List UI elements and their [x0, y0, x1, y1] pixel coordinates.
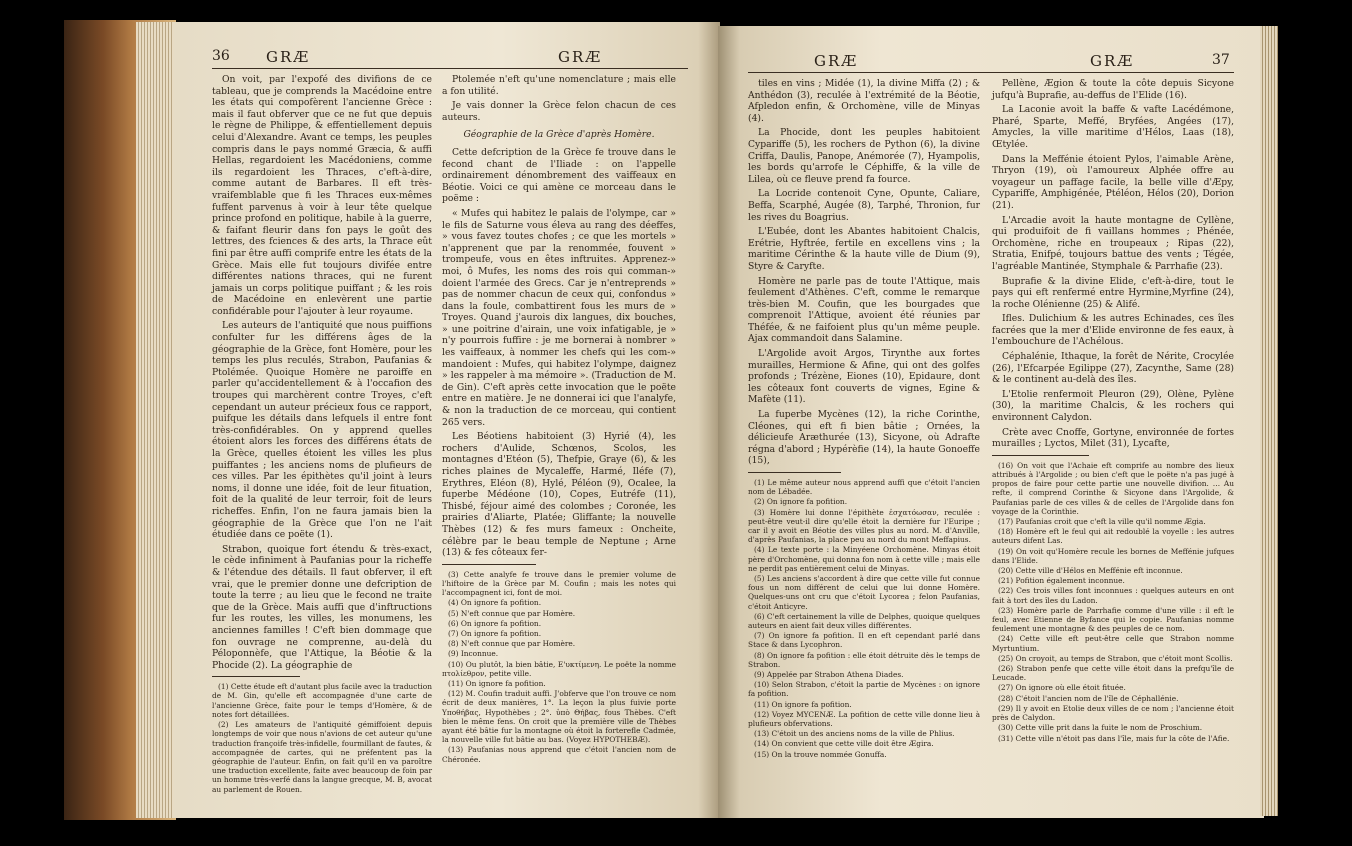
footnote: (15) On la trouve nommée Gonuffa. [754, 749, 887, 759]
paragraph: L'Arcadie avoit la haute montagne de Cyllène, qui produifoit de fi vaillans hommes ; Phénée, Orchomène, riche en troupeaux ; Ripas (22), Stratia, Enifpé, toujours battue des vents ; Tégée, l'agréable Mantinée, Stymphale & Parrhafie (23). [992, 214, 1234, 272]
footnote: (25) On croyoit, au temps de Strabon, que c'étoit mont Scollis. [998, 653, 1233, 663]
quotation: « Mufes qui habitez le palais de l'olympe, car » le fils de Saturne vous éleva au rang des déeffes, » vous favez toutes chofes ; ce que les mortels » n'apprenent que par la renommée, fouvent » trompeufe, vous en êtes inftruites. Apprenez-» moi, ô Mufes, les noms des rois qui comman-» doient l'armée des Grecs. Car je n'entreprends » pas de nommer chacun de ceux qui, confondus » dans la foule, combattirent fous les murs de » Troyes. Quand j'aurois dix langues, dix bouches, » une poitrine d'airain, une voix infatigable, je » n'y pourrois fuffire : je me bornerai à nombrer » les vaiffeaux, à nommer les chefs qui les com-» mandoient : Mufes, qui habitez l'olympe, daignez » les rappeler à ma mémoire ». (Traduction de M. de Gin). C'eft après cette invocation que le poëte entre en matière. Je ne donnerai ici que l'analyfe, & non la traduction de ce morceau, qui contient 265 vers. [442, 207, 676, 428]
footnote: (3) Homère lui donne l'épithète ἐσχατόωσαν, reculée : peut-être veut-il dire qu'elle étoit la dernière fur l'Euripe ; car il y avoit en Béotie des villes plus au nord. M. d'Anville, d'après Paufanias, la place peu au nord du mont Meffapius. [748, 507, 980, 545]
footnote: (21) Pofition également inconnue. [998, 576, 1125, 586]
footnote: (17) Paufanias croit que c'eft la ville qu'il nomme Ægia. [998, 517, 1206, 527]
footnotes [748, 478, 980, 759]
right-page [718, 26, 1264, 818]
paragraph: tiles en vins ; Midée (1), la divine Miffa (2) ; & Anthédon (3), reculée à l'extrémité de la Béotie, Afpledon enfin, & Orchomène, ville de Minyas (4). [748, 78, 980, 124]
paragraph: L'Argolide avoit Argos, Tirynthe aux fortes murailles, Hermione & Afine, qui ont des golfes profonds ; Trézène, Eiones (10), Epidaure, dont les côteaux font couverts de vignes, Egine & Mafète (11). [748, 348, 980, 406]
paragraph: La Phocide, dont les peuples habitoient Cypariffe (5), les rochers de Python (6), la divine Criffa, Daulis, Panope, Anémorée (7), Hyampolis, les bords qu'arrofe le Céphiffe, & la ville de Lilea, où ce fleuve prend fa fource. [748, 127, 980, 185]
paragraph: On voit, par l'expofé des divifions de ce tableau, que je comprends la Macédoine entre les états qui compofèrent l'ancienne Grèce : mais il faut obferver que ce ne fut que depuis le règne de Philippe, & effentiellement depuis celui d'Alexandre. Avant ce temps, les peuples compris dans le pays nommé Græcia, & auffi Hellas, regardoient les Macédoniens, comme ils regardoient les Thraces, c'eft-à-dire, comme autant de Barbares. Il eft très-vraifemblable que fi les Thraces eux-mêmes fuffent parvenus à voir à leur tête quelque prince profond en politique, habile à la guerre, & faifant fleurir dans fon pays le goût des lettres, des fciences & des arts, la Thrace eût fini par être auffi comprife entre les états de la Grèce. Mais elle fut toujours divifée entre différentes nations thraces, qui ne furent jamais un corps politique puiffant ; & les rois de Macédoine en enlevèrent une partie confidérable pour l'ajouter à leur royaume. [212, 74, 432, 317]
footnote: (29) Il y avoit en Etolie deux villes de ce nom ; l'ancienne étoit près de Calydon. [992, 703, 1234, 723]
footnote: (28) C'étoit l'ancien nom de l'île de Céphallénie. [998, 693, 1179, 703]
footnote: (7) On ignore fa pofition. [448, 628, 542, 638]
paragraph: L'Eubée, dont les Abantes habitoient Chalcis, Erétrie, Hyftrée, fertile en excellens vins ; la maritime Cérinthe & la haute ville de Dium (9), Styre & Caryfte. [748, 226, 980, 272]
footnote: (6) C'eft certainement la ville de Delphes, quoique quelques auteurs en aient fait deux villes différentes. [748, 611, 980, 631]
footnote: (27) On ignore où elle étoit fituée. [998, 683, 1126, 693]
footnote: (7) On ignore fa pofition. Il en eft cependant parlé dans Stace & dans Lycophron. [748, 631, 980, 650]
footnote-rule [748, 472, 841, 473]
footnote: (11) On ignore fa pofition. [754, 699, 852, 709]
footnote: (5) Les anciens s'accordent à dire que cette ville fut connue fous un nom différent de celui que lui donne Homère. Quelques-uns ont cru que c'étoit Lycorea ; felon Paufanias, c'étoit Anticyre. [748, 574, 980, 611]
footnotes [442, 570, 676, 764]
running-head: GRÆ [1090, 52, 1135, 70]
header-rule [212, 68, 688, 69]
footnote: (11) On ignore fa pofition. [448, 678, 546, 688]
footnote: (8) N'eft connue que par Homère. [448, 639, 576, 649]
footnote: (16) On voit que l'Achaie eft comprife au nombre des lieux attribués à l'Argolide ; ou bien c'eft que le poëte n'a pas jugé à propos de faire pour cette partie une nouvelle divifion. … Au refte, il comprend Corinthe & Sicyone dans l'Argolide, & Paufanias parle de ces villes & de celles de l'Argolide dans fon voyage de la Corinthie. [992, 460, 1234, 516]
paragraph: Ptolemée n'eft qu'une nomenclature ; mais elle a fon utilité. [442, 74, 676, 97]
footnote: (2) On ignore fa pofition. [754, 497, 848, 507]
footnote: (2) Les amateurs de l'antiquité gémiffoient depuis longtemps de voir que nous n'avions de cet auteur qu'une traduction françoife très-infidelle, fourmillant de fautes, & accompagnée de cartes, qui ne préfentent pas la géographie de l'auteur. Enfin, on fait qu'il en va paroître une traduction excellente, faite avec beaucoup de foin par un homme très-verfé dans la langue grecque, M. B, avocat au parlement de Rouen. [212, 720, 432, 794]
paragraph: Crète avec Cnoffe, Gortyne, environnée de fortes murailles ; Lyctos, Milet (31), Lycafte, [992, 426, 1234, 450]
footnote-rule [992, 455, 1089, 456]
running-head: GRÆ [558, 48, 603, 66]
section-subtitle: Géographie de la Grèce d'après Homère. [463, 129, 655, 141]
footnote: (4) Le texte porte : la Minyéene Orchomène. Minyas étoit père d'Orchomène, qui donna fon nom à cette ville ; mais elle ne perdit pas entièrement celui de Minyas. [748, 545, 980, 573]
paragraph: Cette defcription de la Grèce fe trouve dans le fecond chant de l'Iliade : on l'appelle ordinairement dénombrement des vaiffeaux en Béotie. Voici ce qui amène ce morceau dans le poëme : [442, 146, 676, 205]
paragraph: Strabon, quoique fort étendu & très-exact, le cède infiniment à Paufanias pour la richeffe & l'étendue des détails. Il faut obferver, il eft vrai, que le premier donne une defcription de toute la terre ; au lieu que le fecond ne traite que de la Grèce. Mais auffi que d'inftructions fur les routes, les villes, les monumens, les anciennes familles ! C'eft bien dommage que fon ouvrage ne comprenne, au-delà du Péloponnèfe, que l'Attique, la Béotie & la Phocide (2). La géographie de [212, 543, 432, 671]
footnote: (12) Voyez MYCENÆ. La pofition de cette ville donne lieu à plufieurs obfervations. [748, 709, 980, 729]
paragraph: Dans la Meffénie étoient Pylos, l'aimable Arène, Thryon (19), où l'amoureux Alphée offre au voyageur un paffage facile, la belle ville d'Æpy, Cypariffe, Amphigénée, Ptéléon, Hélos (20), Dorion (21). [992, 153, 1234, 211]
footnote: (26) Strabon penfe que cette ville étoit dans la prefqu'île de Leucade. [992, 664, 1234, 683]
paragraph: La Laconie avoit la baffe & vafte Lacédémone, Pharé, Sparte, Meffé, Bryfées, Angées (17), Amycles, la ville maritime d'Hélos, Laas (18), Œtylée. [992, 104, 1234, 150]
footnotes [212, 682, 432, 793]
footnote: (12) M. Coufin traduit auffi. J'obferve que l'on trouve ce nom écrit de deux manières, 1°. La leçon la plus fuivie porte Υποθήβας, Hypothèbes ; 2°. ὑπὸ Θήβας, fous Thèbes. C'eft bien le même fens. On croit que la première ville de Thèbes ayant été bâtie fur la montagne où étoit la forterefle Cadmée, la nouvelle ville fut bâtie au bas. (Voyez HYPOTHEBÆ). [442, 689, 676, 745]
footnote: (8) On ignore fa pofition : elle étoit détruite dès le temps de Strabon. [748, 650, 980, 669]
paragraph: Pellène, Ægion & toute la côte depuis Sicyone jufqu'à Buprafie, au-deffus de l'Elide (16). [992, 78, 1234, 101]
footnote: (19) On voit qu'Homère recule les bornes de Meffénie jufques dans l'Elide. [992, 546, 1234, 565]
page-edges-right [1260, 26, 1278, 816]
running-head: GRÆ [814, 52, 859, 70]
footnote: (23) Homère parle de Parrhafie comme d'une ville : il eft le feul, avec Etienne de Byfance qui le copie. Paufanias nomme feulement une montagne & des peuples de ce nom. [992, 605, 1234, 634]
footnote: (13) C'étoit un des anciens noms de la ville de Phlius. [754, 729, 955, 739]
paragraph: La Locride contenoit Cyne, Opunte, Caliare, Beffa, Scarphé, Augée (8), Tarphé, Thronion, fur les rives du Boagrius. [748, 188, 980, 223]
paragraph: L'Etolie renfermoit Pleuron (29), Olène, Pylène (30), la maritime Chalcis, & les rochers qui environnent Calydon. [992, 388, 1234, 424]
paragraph: Céphalénie, Ithaque, la forêt de Nérite, Crocylée (26), l'Efcarpée Egilippe (27), Zacynthe, Same (28) & le continent au-delà des îles. [992, 351, 1234, 386]
paragraph: Je vais donner la Grèce felon chacun de ces auteurs. [442, 100, 676, 123]
footnote: (24) Cette ville eft peut-être celle que Strabon nomme Myrtuntium. [992, 634, 1234, 653]
footnote: (1) Cette étude eft d'autant plus facile avec la traduction de M. Gin, qu'elle eft accompagnée d'une carte de l'ancienne Grèce, faite pour le temps d'Homère, & de notes fort détaillées. [212, 682, 432, 719]
footnote: (5) N'eft connue que par Homère. [448, 608, 576, 618]
paragraph: La fuperbe Mycènes (12), la riche Corinthe, Cléones, qui eft fi bien bâtie ; Ornées, la délicieufe Aræthurée (13), Sicyone, où Adrafte régna d'abord ; Hypérèfie (14), la haute Gonoeffe (15), [748, 409, 980, 467]
footnote: (13) Paufanias nous apprend que c'étoit l'ancien nom de Chéronée. [442, 745, 676, 764]
page-number: 36 [212, 48, 230, 64]
footnote: (10) Selon Strabon, c'étoit la partie de Mycènes : on ignore fa pofition. [748, 680, 980, 699]
footnote: (30) Cette ville prit dans la fuite le nom de Proschium. [998, 723, 1203, 733]
footnote: (14) On convient que cette ville doit être Ægira. [754, 739, 934, 749]
footnote: (1) Le même auteur nous apprend auffi que c'étoit l'ancien nom de Lébadée. [748, 478, 980, 497]
paragraph: Les Béotiens habitoient (3) Hyrié (4), les rochers d'Aulide, Schœnos, Scolos, les montagnes d'Etéon (5), Thefpie, Graye (6), & les riches plaines de Mycaleffe, Harmé, Iléfe (7), Erythres, Eléon (8), Hylé, Péléon (9), Ocalee, la fuperbe Médéone (10), Copes, Eutréfe (11), Thisbé, féjour aimé des colombes ; Coronée, les prairies d'Aliarte, Platée; Gliffante; la nouvelle Thèbes (12) & fes murs fameux : Oncheite, célèbre par le beau temple de Neptune ; Arne (13) & fes côteaux fer- [442, 431, 676, 559]
footnote: (6) On ignore fa pofition. [448, 618, 542, 628]
page-edges-left [136, 22, 178, 818]
footnote: (31) Cette ville n'étoit pas dans l'île, mais fur la côte de l'Afie. [998, 733, 1230, 743]
page-number: 37 [1212, 52, 1230, 68]
footnote: (22) Ces trois villes font inconnues : quelques auteurs en ont fait à tort des îles du Ladon. [992, 586, 1234, 605]
open-book [64, 18, 1284, 828]
running-head: GRÆ [266, 48, 311, 66]
footnote-rule [442, 564, 536, 565]
paragraph: Homère ne parle pas de toute l'Attique, mais feulement d'Athènes. C'eft, comme le remarque très-bien M. Coufin, que les bourgades que comprenoit l'Attique, avoient été réunies par Théfée, & ne faifoient plus qu'un même peuple. Ajax commandoit dans Salamine. [748, 275, 980, 345]
footnote-rule [212, 676, 300, 677]
paragraph: Les auteurs de l'antiquité que nous puiffions confulter fur les différens âges de la géographie de la Grèce, font Homère, pour les temps les plus reculés, Strabon, Paufanias & Ptolémée. Quoique Homère ne paroiffe en parler qu'accidentellement & à l'occafion des troupes qui marchèrent contre Troyes, c'eft cependant un auteur précieux fous ce rapport, puifque les détails dans lefquels il entre font très-confidérables. On y apprend quelles étoient alors les forces des différens états de la Grèce, quelles étoient les villes les plus puiffantes ; les anciens noms de plufieurs de ces villes. Par les épithètes qu'il joint à leurs noms, il donne une idée, foit de leur fituation, foit de la qualité de leur terroir, foit de leurs richeffes. Enfin, l'on ne faura jamais bien la géographie de la Grèce que l'on ne l'ait étudiée dans ce poëte (1). [212, 320, 432, 541]
header-rule [748, 72, 1234, 73]
column-2 [442, 74, 676, 765]
left-page [174, 22, 720, 818]
footnote: (20) Cette ville d'Hélos en Meffénie eft inconnue. [998, 566, 1183, 576]
footnote: (9) Inconnue. [448, 649, 499, 659]
paragraph: Ifles. Dulichium & les autres Echinades, ces îles facrées que la mer d'Elide environne de fes eaux, à l'embouchure de l'Achélous. [992, 313, 1234, 348]
footnote: (4) On ignore fa pofition. [448, 598, 542, 608]
column-1 [212, 74, 432, 795]
footnote: (3) Cette analyfe fe trouve dans le premier volume de l'hiftoire de la Grèce par M. Coufin ; mais les notes qui l'accompagnent ici, font de moi. [442, 569, 676, 598]
footnotes [992, 461, 1234, 743]
column-2 [992, 78, 1234, 744]
footnote: (9) Appelée par Strabon Athena Diades. [754, 670, 904, 680]
footnote: (10) Ou plutôt, la bien bâtie, Ε'υκτίμενη. Le poëte la nomme πτολίεθρον, petite ville. [442, 659, 676, 678]
paragraph: Buprafie & la divine Elide, c'eft-à-dire, tout le pays qui eft renfermé entre Hyrmine,Myrfine (24), la roche Olénienne (25) & Alifé. [992, 275, 1234, 310]
footnote: (18) Homère eft le feul qui ait redoublé la voyelle : les autres auteurs difent Las. [992, 527, 1234, 546]
column-1 [748, 78, 980, 760]
